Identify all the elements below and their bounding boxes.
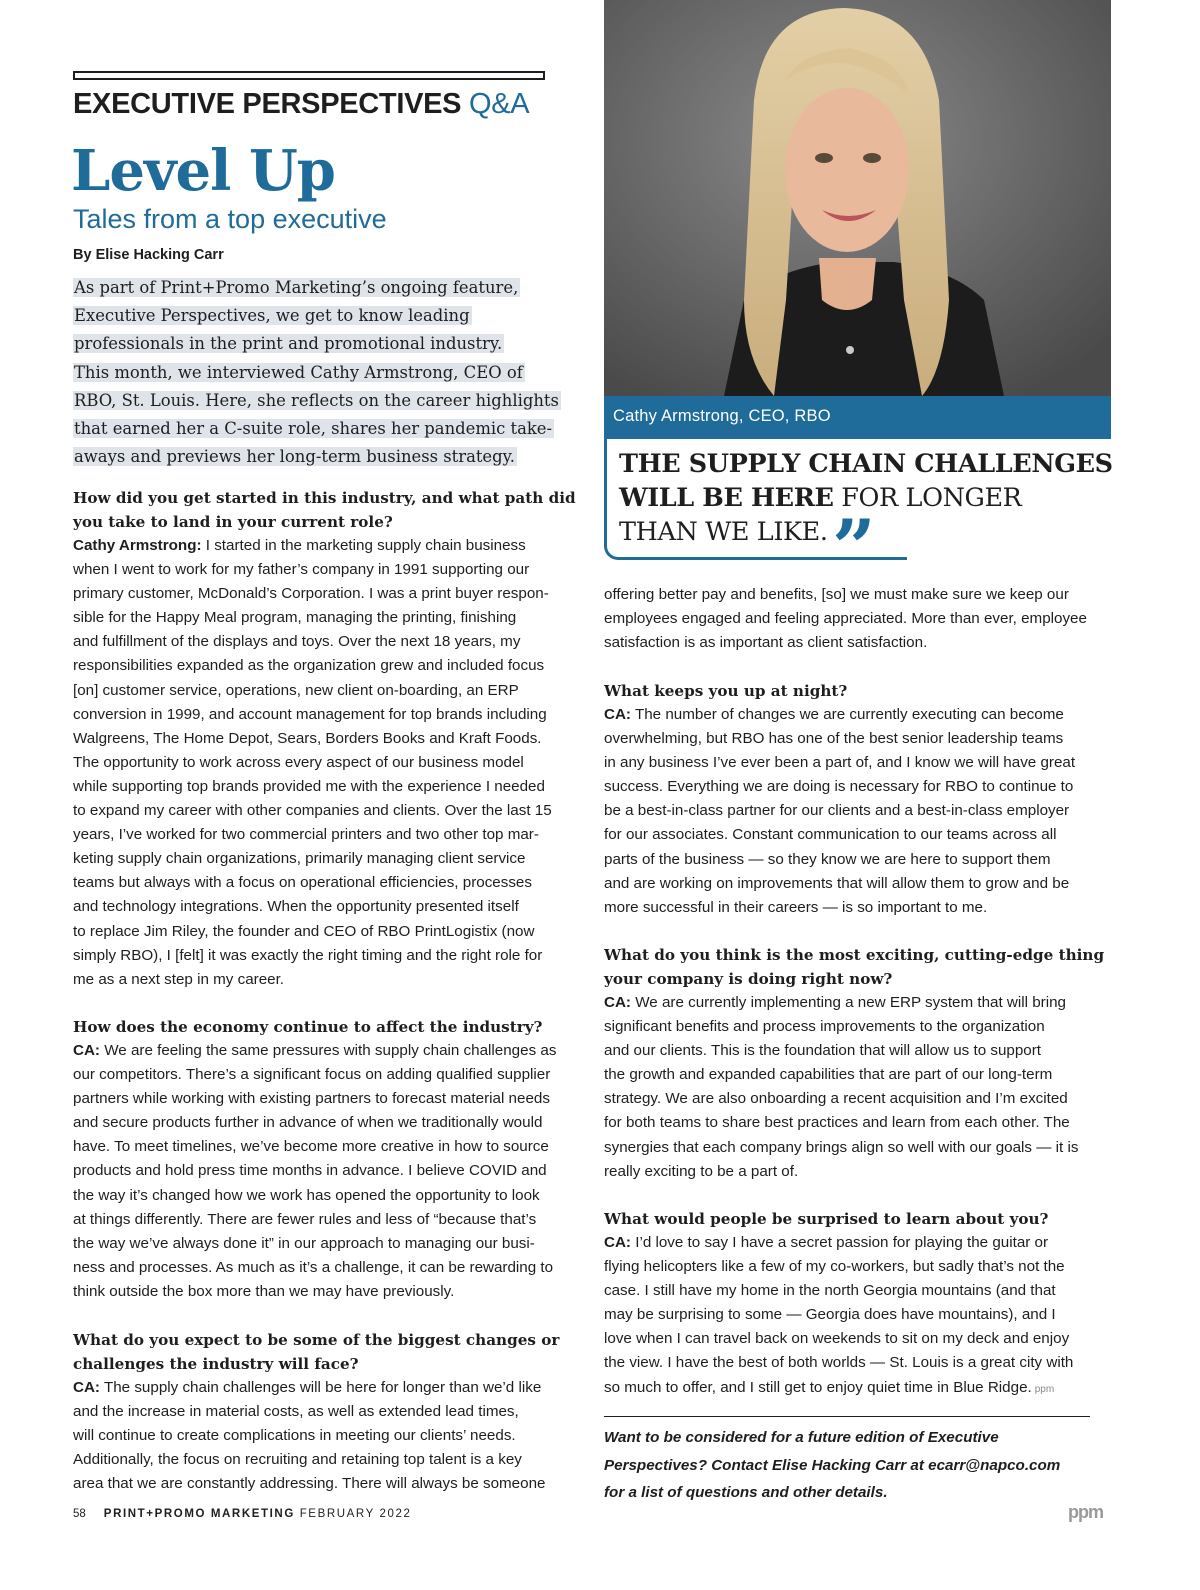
- question-line: How did you get started in this industry, and what path did: [73, 489, 576, 507]
- pull-quote-line: FOR LONGER: [833, 483, 1022, 513]
- kicker-text: EXECUTIVE PERSPECTIVES: [73, 88, 462, 120]
- answer-line: the growth and expanded capabilities that are part of our long-term: [604, 1066, 1053, 1084]
- answer-line: satisfaction is as important as client satisfaction.: [604, 634, 928, 652]
- answer-line: to expand my career with other companies and clients. Over the last 15: [73, 802, 552, 820]
- answer-line: area that we are constantly addressing. There will always be someone: [73, 1475, 546, 1493]
- answer-line: will continue to create complications in meeting our clients’ needs.: [73, 1427, 516, 1445]
- answer-line: sible for the Happy Meal program, managing the printing, finishing: [73, 609, 517, 627]
- answer-line: simply RBO), I [felt] it was exactly the right timing and the right role for: [73, 946, 543, 964]
- header-rule: [73, 71, 545, 80]
- promo-line: Want to be considered for a future edition of Executive: [604, 1429, 999, 1446]
- intro-line: This month, we interviewed Cathy Armstrong, CEO of: [74, 362, 523, 382]
- question-6: What would people be surprised to learn about you?: [604, 1210, 1049, 1228]
- promo-line: Perspectives? Contact Elise Hacking Carr at ecarr@napco.com: [604, 1456, 1061, 1474]
- answer-line: offering better pay and benefits, [so] we must make sure we keep our: [604, 586, 1069, 603]
- speaker-name: Cathy Armstrong:: [73, 537, 202, 554]
- article-subtitle: Tales from a top executive: [73, 204, 387, 234]
- pull-quote-line: THE SUPPLY CHAIN CHALLENGES: [619, 449, 1113, 479]
- intro-line: As part of Print+Promo Marketing’s ongoing feature,: [74, 278, 519, 297]
- answer-6: [604, 1231, 1114, 1402]
- intro-line: that earned her a C-suite role, shares her pandemic take-: [74, 419, 553, 439]
- answer-3: [73, 1376, 588, 1496]
- answer-line: and technology integrations. When the opportunity presented itself: [73, 898, 519, 916]
- section-kicker: [73, 88, 529, 121]
- answer-line: and secure products further in advance of when we traditionally would: [73, 1114, 543, 1132]
- answer-2: [73, 1039, 588, 1304]
- speaker-initials: CA:: [604, 994, 631, 1011]
- answer-line: at things differently. There are fewer rules and less of “because that’s: [73, 1210, 537, 1228]
- intro-paragraph: [73, 274, 573, 471]
- answer-line: parts of the business — so they know we are here to support them: [604, 850, 1051, 868]
- answer-line: The opportunity to work across every aspect of our business model: [73, 753, 524, 771]
- answer-line: partners while working with existing partners to forecast material needs: [73, 1090, 550, 1108]
- answer-line: employees engaged and feeling appreciated. More than ever, employee: [604, 610, 1087, 628]
- answer-line: more successful in their careers — is so important to me.: [604, 898, 988, 916]
- question-3: [73, 1328, 588, 1376]
- question-2: How does the economy continue to affect the industry?: [73, 1018, 543, 1036]
- question-1: [73, 486, 588, 534]
- answer-line: significant benefits and process improvements to the organization: [604, 1018, 1045, 1036]
- speaker-initials: CA:: [73, 1042, 100, 1059]
- intro-line: aways and previews her long-term business strategy.: [74, 447, 515, 467]
- question-5: [604, 943, 1114, 991]
- portrait-photo: [604, 0, 1111, 396]
- answer-line: when I went to work for my father’s company in 1991 supporting our: [73, 561, 530, 579]
- answer-line: while supporting top brands provided me with the experience I needed: [73, 777, 545, 795]
- answer-line: primary customer, McDonald’s Corporation. I was a print buyer respon-: [73, 585, 549, 603]
- answer-line: conversion in 1999, and account management for top brands including: [73, 705, 547, 723]
- question-line: challenges the industry will face?: [73, 1355, 359, 1373]
- issue-date: FEBRUARY 2022: [299, 1508, 412, 1520]
- answer-line: years, I’ve worked for two commercial printers and two other top mar-: [73, 826, 539, 844]
- question-line: What do you expect to be some of the biggest changes or: [73, 1331, 560, 1349]
- answer-line: love when I can travel back on weekends to sit on my deck and enjoy: [604, 1330, 1070, 1348]
- answer-3-continued: [604, 583, 1114, 655]
- answer-line: The supply chain challenges will be here for longer than we’d like: [100, 1379, 542, 1396]
- answer-line: case. I still have my home in the north Georgia mountains (and that: [604, 1282, 1056, 1300]
- question-line: your company is doing right now?: [604, 970, 893, 988]
- answer-line: me as a next step in my career.: [73, 970, 285, 988]
- page-footer: [73, 1508, 411, 1520]
- answer-line: think outside the box more than we may have previously.: [73, 1282, 455, 1300]
- answer-line: our competitors. There’s a significant focus on adding qualified supplier: [73, 1066, 551, 1084]
- answer-5: [604, 991, 1114, 1184]
- answer-line: the way it’s changed how we work has opened the opportunity to look: [73, 1186, 540, 1204]
- answer-line: synergies that each company brings align so well with our goals — it is: [604, 1138, 1079, 1156]
- answer-line: in any business I’ve ever been a part of, and I know we will have great: [604, 754, 1076, 772]
- answer-line: and are working on improvements that will allow them to grow and be: [604, 874, 1070, 892]
- intro-line: professionals in the print and promotional industry.: [74, 334, 503, 354]
- answer-line: may be surprising to some — Georgia does have mountains), and I: [604, 1306, 1056, 1324]
- promo-line: for a list of questions and other details.: [604, 1484, 888, 1501]
- answer-line: have. To meet timelines, we’ve become more creative in how to source: [73, 1138, 549, 1156]
- answer-line: We are currently implementing a new ERP system that will bring: [631, 994, 1066, 1011]
- question-line: you take to land in your current role?: [73, 513, 393, 531]
- answer-line: really exciting to be a part of.: [604, 1162, 799, 1180]
- answer-line: Additionally, the focus on recruiting and retaining top talent is a key: [73, 1451, 522, 1469]
- speaker-initials: CA:: [604, 1234, 631, 1251]
- pull-quote-line: THAN WE LIKE.: [619, 517, 828, 547]
- answer-line: the way we’ve always done it” in our approach to managing our busi-: [73, 1234, 535, 1252]
- answer-line: responsibilities expanded as the organization grew and included focus: [73, 657, 545, 675]
- speaker-initials: CA:: [604, 706, 631, 723]
- kicker-qa: Q&A: [469, 88, 530, 120]
- promo-note: [604, 1424, 1114, 1507]
- byline: By Elise Hacking Carr: [73, 247, 224, 263]
- publication-name: PRINT+PROMO MARKETING: [103, 1508, 295, 1520]
- quote-mark-icon: ”: [832, 503, 876, 592]
- answer-line: for both teams to share best practices and learn from each other. The: [604, 1114, 1070, 1132]
- answer-line: [on] customer service, operations, new client on-boarding, an ERP: [73, 681, 519, 699]
- answer-line: and the increase in material costs, as well as extended lead times,: [73, 1403, 519, 1421]
- answer-line: flying helicopters like a few of my co-workers, but sadly that’s not the: [604, 1258, 1065, 1276]
- answer-line: The number of changes we are currently executing can become: [631, 706, 1064, 723]
- promo-rule: [604, 1416, 1090, 1417]
- intro-line: Executive Perspectives, we get to know leading: [74, 306, 470, 326]
- answer-line: success. Everything we are doing is necessary for RBO to continue to: [604, 778, 1074, 796]
- answer-line: teams but always with a focus on operational efficiencies, processes: [73, 874, 532, 892]
- answer-line: We are feeling the same pressures with supply chain challenges as: [100, 1042, 557, 1059]
- article-title: Level Up: [71, 138, 335, 204]
- speaker-initials: CA:: [73, 1379, 100, 1396]
- question-4: What keeps you up at night?: [604, 682, 848, 700]
- page-number: 58: [73, 1508, 86, 1520]
- answer-line: so much to offer, and I still get to enjoy quiet time in Blue Ridge.: [604, 1378, 1032, 1396]
- ppm-logo: ppm: [1068, 1502, 1103, 1522]
- intro-line: RBO, St. Louis. Here, she reflects on the career highlights: [74, 390, 559, 410]
- answer-line: products and hold press time months in advance. I believe COVID and: [73, 1162, 547, 1180]
- question-line: What do you think is the most exciting, cutting-edge thing: [604, 946, 1105, 964]
- answer-line: to replace Jim Riley, the founder and CEO of RBO PrintLogistix (now: [73, 922, 535, 940]
- answer-line: for our associates. Constant communication to our teams across all: [604, 826, 1057, 844]
- answer-line: strategy. We are also onboarding a recent acquisition and I’m excited: [604, 1090, 1068, 1108]
- answer-line: I’d love to say I have a secret passion for playing the guitar or: [631, 1234, 1049, 1251]
- pull-quote-line: WILL BE HERE: [619, 483, 834, 513]
- answer-1: [73, 534, 588, 992]
- photo-caption: Cathy Armstrong, CEO, RBO: [604, 396, 1111, 439]
- answer-4: [604, 703, 1114, 920]
- portrait-illustration: [604, 0, 1111, 396]
- end-mark: ppm: [1034, 1383, 1055, 1395]
- answer-line: I started in the marketing supply chain business: [201, 537, 526, 554]
- answer-line: and our clients. This is the foundation that will allow us to support: [604, 1042, 1042, 1060]
- answer-line: Walgreens, The Home Depot, Sears, Borders Books and Kraft Foods.: [73, 729, 542, 747]
- answer-line: and fulfillment of the displays and toys. Over the next 18 years, my: [73, 633, 521, 651]
- answer-line: ness and processes. As much as it’s a challenge, it can be rewarding to: [73, 1258, 554, 1276]
- answer-line: the view. I have the best of both worlds — St. Louis is a great city with: [604, 1354, 1074, 1372]
- answer-line: keting supply chain organizations, primarily managing client service: [73, 850, 526, 868]
- answer-line: be a best-in-class partner for our clients and a best-in-class employer: [604, 802, 1070, 820]
- answer-line: overwhelming, but RBO has one of the best senior leadership teams: [604, 730, 1064, 748]
